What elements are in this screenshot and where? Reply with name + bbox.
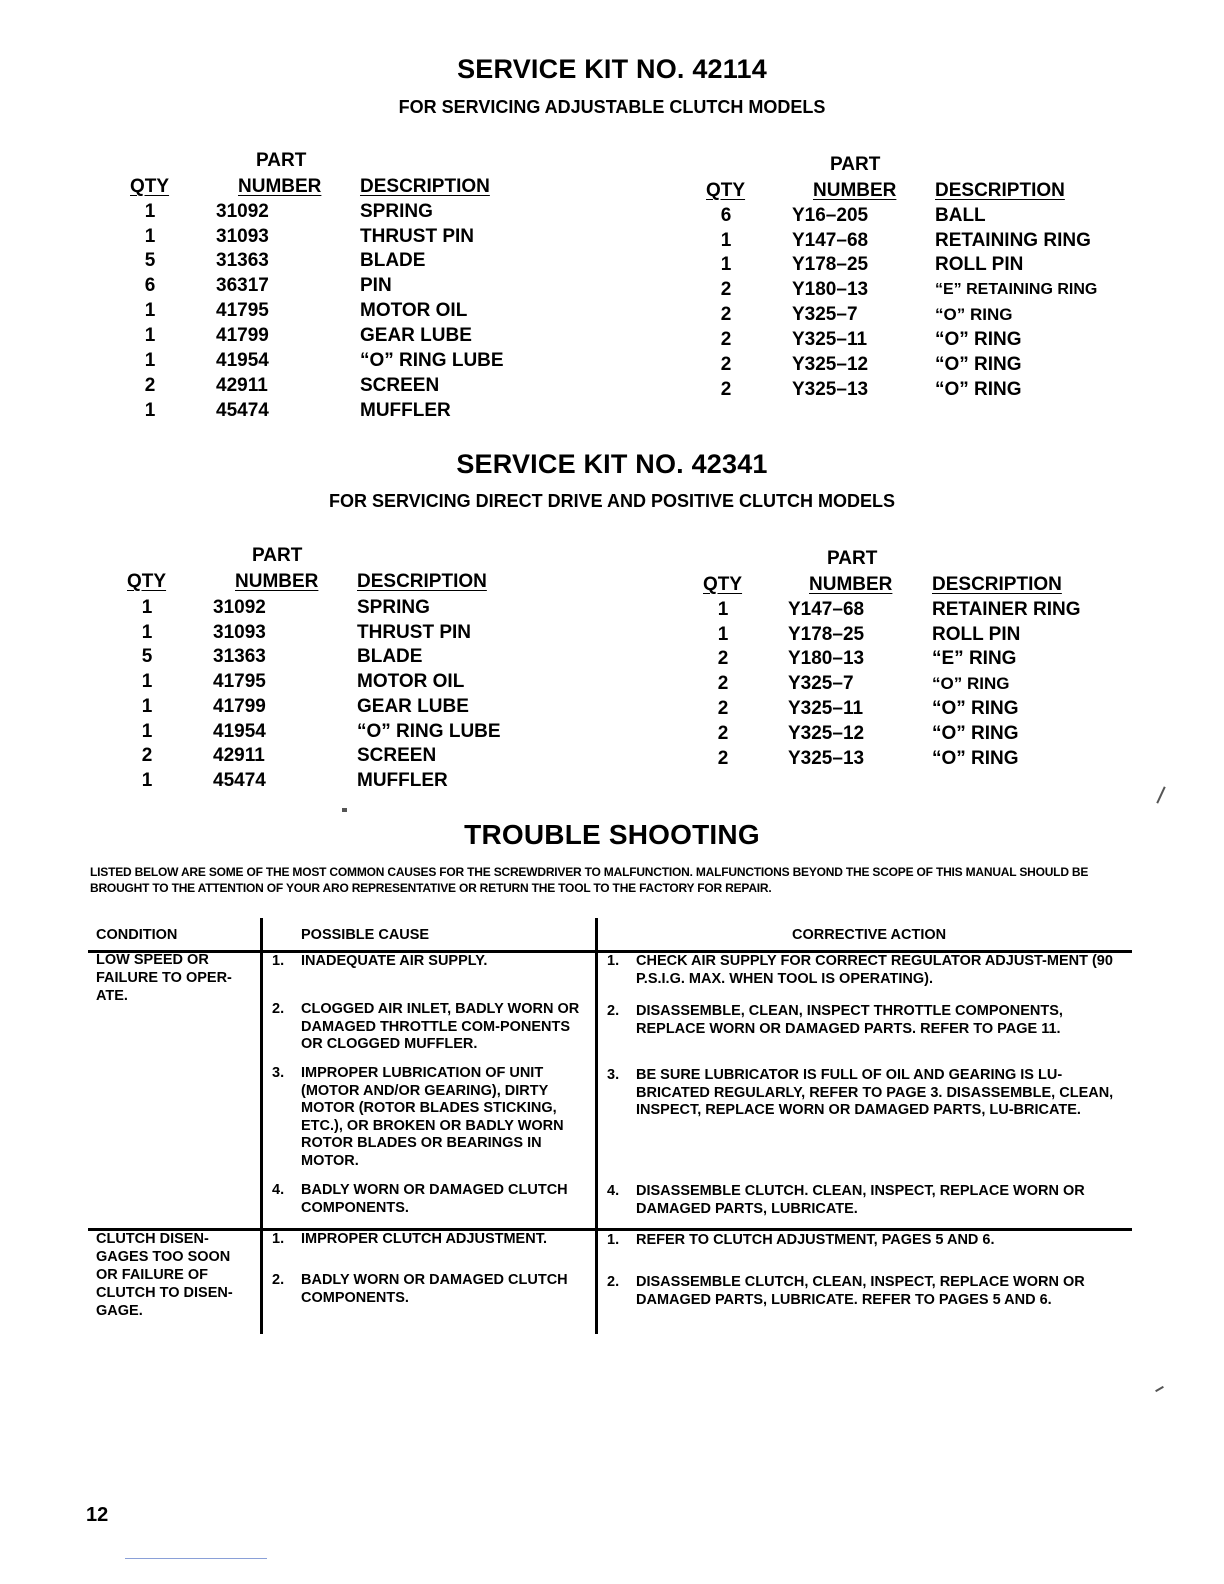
part-cell: Y325–7 [792, 304, 858, 325]
cause-text: IMPROPER CLUTCH ADJUSTMENT. [301, 1231, 547, 1247]
item-number: 4. [272, 1182, 285, 1198]
qty-cell: 2 [720, 379, 732, 400]
item-number: 2. [272, 1272, 285, 1288]
qty-cell: 1 [141, 597, 153, 618]
part-cell: Y180–13 [788, 648, 865, 669]
desc-cell: MUFFLER [357, 770, 448, 791]
part-cell: 41795 [216, 300, 269, 321]
col-header-qty: QTY [706, 180, 746, 201]
cause-text: INADEQUATE AIR SUPPLY. [301, 953, 488, 969]
desc-cell: “O” RING LUBE [360, 350, 504, 371]
col-header-number: NUMBER [238, 176, 322, 197]
col-header-qty: QTY [703, 574, 743, 595]
qty-cell: 6 [720, 205, 732, 226]
qty-cell: 2 [720, 304, 732, 325]
action-text: DISASSEMBLE CLUTCH. CLEAN, INSPECT, REPLACE WORN OR DAMAGED PARTS, LUBRICATE. [636, 1183, 1085, 1217]
qty-cell: 1 [717, 599, 729, 620]
item-number: 3. [607, 1067, 620, 1083]
part-cell: 31092 [213, 597, 266, 618]
desc-cell: “O” RING LUBE [357, 721, 501, 742]
item-number: 1. [272, 953, 285, 969]
part-cell: 41795 [213, 671, 266, 692]
desc-cell: “O” RING [935, 354, 1022, 375]
desc-cell: MOTOR OIL [357, 671, 465, 692]
item-number: 2. [607, 1003, 620, 1019]
part-cell: 31363 [213, 646, 266, 667]
col-header-description: DESCRIPTION [935, 180, 1065, 201]
troubleshooting-title: TROUBLE SHOOTING [464, 819, 760, 850]
part-cell: 45474 [216, 400, 269, 421]
condition-low-speed: LOW SPEED OR FAILURE TO OPER-ATE. [96, 952, 232, 1004]
col-header-description: DESCRIPTION [932, 574, 1062, 595]
qty-cell: 1 [141, 770, 153, 791]
desc-cell: “O” RING [932, 723, 1019, 744]
col-header-part: PART [830, 154, 881, 175]
item-number: 1. [607, 953, 620, 969]
col-header-number: NUMBER [235, 571, 319, 592]
scan-mark [125, 1558, 267, 1559]
desc-cell: SPRING [360, 201, 433, 222]
cause-text: BADLY WORN OR DAMAGED CLUTCH COMPONENTS. [301, 1182, 568, 1216]
item-number: 1. [272, 1231, 285, 1247]
desc-cell: SCREEN [360, 375, 440, 396]
part-cell: 41799 [216, 325, 269, 346]
troubleshooting-intro: LISTED BELOW ARE SOME OF THE MOST COMMON CAUSES FOR THE SCREWDRIVER TO MALFUNCTION. MALFUNCTIONS BEYOND THE SCOPE OF THIS MANUAL SHOULD BE BROUGHT TO THE ATTENTION OF YOUR ARO REPRESENTATIVE OR RETURN THE TOOL TO THE FACTORY FOR REPAIR. [90, 865, 1089, 895]
desc-cell: GEAR LUBE [357, 696, 469, 717]
qty-cell: 1 [141, 622, 153, 643]
item-number: 1. [607, 1232, 620, 1248]
part-cell: 45474 [213, 770, 266, 791]
header-possible-cause: POSSIBLE CAUSE [301, 927, 430, 943]
action-text: REFER TO CLUTCH ADJUSTMENT, PAGES 5 AND 6. [636, 1232, 995, 1248]
header-condition: CONDITION [96, 927, 178, 943]
desc-cell: BLADE [357, 646, 423, 667]
qty-cell: 1 [144, 300, 156, 321]
item-number: 2. [272, 1001, 285, 1017]
qty-cell: 2 [141, 745, 153, 766]
part-cell: 31093 [216, 226, 269, 247]
desc-cell: “E” RING [932, 648, 1017, 669]
part-cell: Y325–11 [792, 329, 868, 350]
part-cell: 41954 [213, 721, 266, 742]
qty-cell: 1 [144, 400, 156, 421]
qty-cell: 2 [720, 354, 732, 375]
part-cell: 31093 [213, 622, 266, 643]
qty-cell: 1 [144, 201, 156, 222]
col-header-description: DESCRIPTION [360, 176, 490, 197]
cause-text: BADLY WORN OR DAMAGED CLUTCH COMPONENTS. [301, 1272, 568, 1306]
item-number: 3. [272, 1065, 285, 1081]
cause-text: IMPROPER LUBRICATION OF UNIT (MOTOR AND/OR GEARING), DIRTY MOTOR (ROTOR BLADES STICKING, ETC.), OR BROKEN OR BADLY WORN ROTOR BLADES OR BEARINGS IN MOTOR. [301, 1065, 564, 1169]
desc-cell: BALL [935, 205, 986, 226]
action-text: CHECK AIR SUPPLY FOR CORRECT REGULATOR ADJUST-MENT (90 P.S.I.G. MAX. WHEN TOOL IS OPERATING). [636, 953, 1113, 987]
col-header-number: NUMBER [809, 574, 893, 595]
cause-text: CLOGGED AIR INLET, BADLY WORN OR DAMAGED THROTTLE COM-PONENTS OR CLOGGED MUFFLER. [301, 1001, 580, 1052]
desc-cell: PIN [360, 275, 392, 296]
qty-cell: 2 [720, 279, 732, 300]
desc-cell: MOTOR OIL [360, 300, 468, 321]
part-cell: Y325–12 [792, 354, 869, 375]
desc-cell: “O” RING [935, 379, 1022, 400]
desc-cell: SPRING [357, 597, 430, 618]
desc-cell: “O” RING [932, 674, 1010, 693]
column-divider [595, 918, 598, 1334]
part-cell: 31363 [216, 250, 269, 271]
qty-cell: 2 [717, 698, 729, 719]
qty-cell: 1 [144, 350, 156, 371]
col-header-part: PART [252, 545, 303, 566]
part-cell: Y325–7 [788, 673, 854, 694]
desc-cell: MUFFLER [360, 400, 451, 421]
part-cell: Y178–25 [788, 624, 865, 645]
header-corrective-action: CORRECTIVE ACTION [792, 927, 947, 943]
col-header-part: PART [256, 150, 307, 171]
part-cell: Y147–68 [792, 230, 869, 251]
desc-cell: “O” RING [935, 329, 1022, 350]
qty-cell: 1 [720, 230, 732, 251]
col-header-description: DESCRIPTION [357, 571, 487, 592]
qty-cell: 5 [144, 250, 156, 271]
scan-mark [1156, 786, 1165, 803]
qty-cell: 5 [141, 646, 153, 667]
part-cell: Y178–25 [792, 254, 869, 275]
scan-mark [342, 808, 347, 812]
desc-cell: ROLL PIN [935, 254, 1024, 275]
action-text: DISASSEMBLE, CLEAN, INSPECT THROTTLE COMPONENTS, REPLACE WORN OR DAMAGED PARTS. REFER TO PAGE 11. [636, 1003, 1063, 1037]
qty-cell: 2 [717, 673, 729, 694]
qty-cell: 2 [144, 375, 156, 396]
qty-cell: 6 [144, 275, 156, 296]
part-cell: Y325–13 [788, 748, 865, 769]
desc-cell: “O” RING [932, 698, 1019, 719]
col-header-number: NUMBER [813, 180, 897, 201]
col-header-qty: QTY [130, 176, 170, 197]
qty-cell: 2 [717, 648, 729, 669]
desc-cell: “E” RETAINING RING [935, 281, 1098, 298]
kit2-subtitle: FOR SERVICING DIRECT DRIVE AND POSITIVE CLUTCH MODELS [328, 491, 896, 511]
qty-cell: 1 [141, 696, 153, 717]
kit1-subtitle: FOR SERVICING ADJUSTABLE CLUTCH MODELS [398, 97, 826, 117]
desc-cell: GEAR LUBE [360, 325, 472, 346]
part-cell: 36317 [216, 275, 269, 296]
condition-clutch-disengages: CLUTCH DISEN-GAGES TOO SOON OR FAILURE OF CLUTCH TO DISEN-GAGE. [96, 1231, 233, 1319]
desc-cell: RETAINER RING [932, 599, 1081, 620]
qty-cell: 2 [717, 748, 729, 769]
action-text: DISASSEMBLE CLUTCH, CLEAN, INSPECT, REPLACE WORN OR DAMAGED PARTS, LUBRICATE. REFER TO PAGES 5 AND 6. [636, 1274, 1085, 1308]
desc-cell: RETAINING RING [935, 230, 1091, 251]
item-number: 2. [607, 1274, 620, 1290]
qty-cell: 1 [717, 624, 729, 645]
desc-cell: “O” RING [932, 748, 1019, 769]
action-text: BE SURE LUBRICATOR IS FULL OF OIL AND GEARING IS LU-BRICATED REGULARLY, REFER TO PAGE 3. DISASSEMBLE, CLEAN, INSPECT, REPLACE WORN OR DAMAGED PARTS, LU-BRICATE. [636, 1067, 1114, 1118]
part-cell: 42911 [213, 745, 265, 766]
desc-cell: SCREEN [357, 745, 437, 766]
desc-cell: ROLL PIN [932, 624, 1021, 645]
qty-cell: 2 [717, 723, 729, 744]
part-cell: Y147–68 [788, 599, 865, 620]
qty-cell: 1 [141, 671, 153, 692]
part-cell: 41799 [213, 696, 266, 717]
part-cell: Y180–13 [792, 279, 869, 300]
part-cell: Y16–205 [792, 205, 869, 226]
qty-cell: 1 [144, 226, 156, 247]
scan-mark [1155, 1386, 1164, 1392]
part-cell: Y325–11 [788, 698, 864, 719]
part-cell: 41954 [216, 350, 269, 371]
desc-cell: BLADE [360, 250, 426, 271]
troubleshooting-table [88, 918, 1132, 1334]
col-header-part: PART [827, 548, 878, 569]
desc-cell: THRUST PIN [360, 226, 474, 247]
desc-cell: “O” RING [935, 305, 1013, 324]
kit1-title: SERVICE KIT NO. 42114 [457, 54, 767, 84]
desc-cell: THRUST PIN [357, 622, 471, 643]
part-cell: Y325–13 [792, 379, 869, 400]
qty-cell: 1 [720, 254, 732, 275]
item-number: 4. [607, 1183, 620, 1199]
qty-cell: 1 [141, 721, 153, 742]
part-cell: 31092 [216, 201, 269, 222]
part-cell: Y325–12 [788, 723, 865, 744]
page-number: 12 [86, 1504, 109, 1526]
kit2-title: SERVICE KIT NO. 42341 [456, 449, 768, 479]
col-header-qty: QTY [127, 571, 167, 592]
qty-cell: 2 [720, 329, 732, 350]
part-cell: 42911 [216, 375, 268, 396]
column-divider [260, 918, 263, 1334]
qty-cell: 1 [144, 325, 156, 346]
